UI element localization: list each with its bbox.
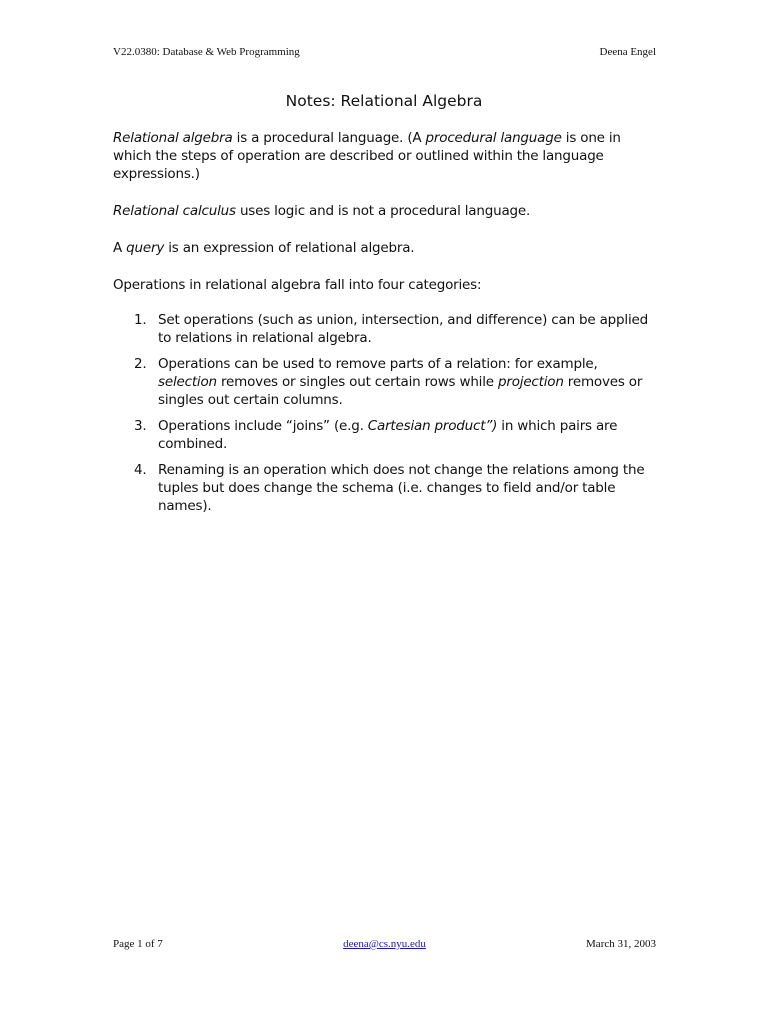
- document-date: March 31, 2003: [586, 938, 656, 950]
- term-relational-calculus: Relational calculus: [113, 203, 236, 219]
- list-number: 4.: [134, 462, 147, 478]
- document-body: [113, 129, 658, 525]
- page-number: Page 1 of 7: [113, 938, 163, 950]
- author-name: Deena Engel: [599, 46, 656, 58]
- document-title: Notes: Relational Algebra: [285, 92, 483, 110]
- term-projection: projection: [497, 374, 564, 390]
- email-link[interactable]: deena@cs.nyu.edu: [343, 938, 426, 950]
- list-item: 2. Operations can be used to remove parts of a relation: for example, selection removes or singles out certain rows while projection removes or singles out certain columns.: [134, 356, 643, 408]
- page-footer: [113, 936, 656, 952]
- paragraph-query: A query is an expression of relational algebra.: [113, 240, 415, 256]
- page-header: [113, 44, 656, 60]
- list-number: 1.: [134, 312, 147, 328]
- paragraph-relational-calculus: Relational calculus uses logic and is not a procedural language.: [113, 203, 531, 219]
- list-item: 3. Operations include “joins” (e.g. Cartesian product”) in which pairs are combined.: [134, 418, 618, 452]
- list-item: 1. Set operations (such as union, intersection, and difference) can be applied to relations in relational algebra.: [134, 312, 648, 346]
- course-title: V22.0380: Database & Web Programming: [113, 46, 300, 58]
- list-number: 3.: [134, 418, 147, 434]
- term-query: query: [126, 240, 165, 256]
- term-selection: selection: [158, 374, 217, 390]
- term-relational-algebra: Relational algebra: [113, 130, 233, 146]
- paragraph-categories: Operations in relational algebra fall into four categories:: [113, 277, 482, 293]
- operations-list: [113, 311, 658, 515]
- list-number: 2.: [134, 356, 147, 372]
- term-procedural-language: procedural language: [425, 130, 562, 146]
- list-item: 4. Renaming is an operation which does not change the relations among the tuples but does change the schema (i.e. changes to field and/or table names).: [134, 462, 645, 514]
- term-cartesian-product: Cartesian product”): [367, 418, 498, 434]
- paragraph-relational-algebra: Relational algebra is a procedural language. (A procedural language is one in which the steps of operation are described or outlined within the language expressions.): [113, 130, 621, 182]
